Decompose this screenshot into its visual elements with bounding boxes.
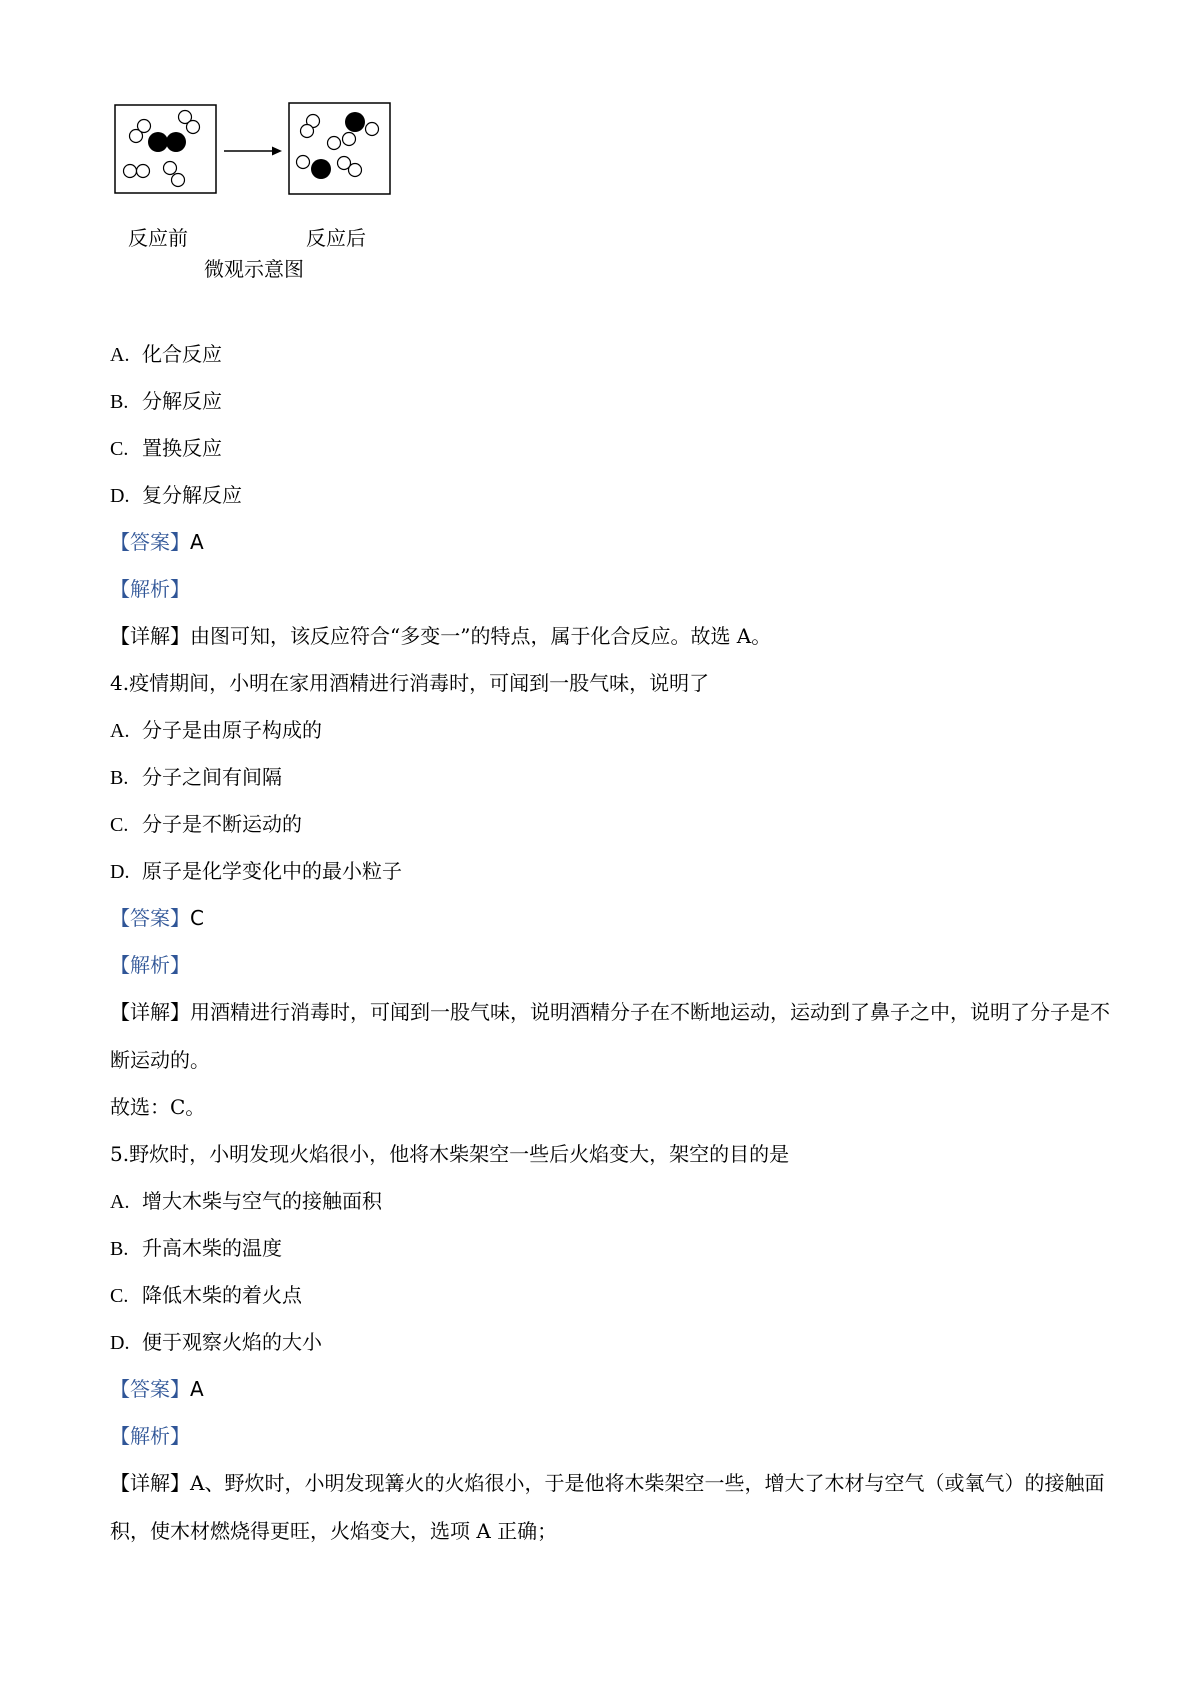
q5-option-a (110, 1186, 382, 1217)
option-text: 复分解反应 (142, 483, 242, 507)
option-letter: D. (110, 861, 130, 883)
q5-option-b (110, 1233, 282, 1264)
q4-option-b (110, 762, 282, 793)
option-text: 分解反应 (142, 389, 222, 413)
option-text: 降低木柴的着火点 (142, 1283, 302, 1307)
answer-tag: 【答案】 (110, 906, 190, 930)
detail-tag: 【详解】 (110, 1471, 190, 1495)
q5-option-c (110, 1280, 302, 1311)
q5-option-d (110, 1327, 322, 1358)
detail-tag: 【详解】 (110, 1000, 190, 1024)
option-letter: C. (110, 1285, 129, 1307)
q5-question: 5.野炊时，小明发现火焰很小，他将木柴架空一些后火焰变大，架空的目的是 (110, 1142, 790, 1166)
answer-value: A (190, 1377, 204, 1401)
option-letter: C. (110, 438, 129, 460)
q4-analysis (110, 950, 190, 980)
option-letter: A. (110, 344, 130, 366)
option-text: 分子是不断运动的 (142, 812, 302, 836)
option-text: 升高木柴的温度 (142, 1236, 282, 1260)
analysis-tag: 【解析】 (110, 1424, 190, 1448)
option-letter: D. (110, 1332, 130, 1354)
option-text: 便于观察火焰的大小 (142, 1330, 322, 1354)
detail-tag: 【详解】 (110, 624, 190, 648)
option-text: 增大木柴与空气的接触面积 (142, 1189, 382, 1213)
answer-tag: 【答案】 (110, 1377, 190, 1401)
option-letter: D. (110, 485, 130, 507)
q4-answer (110, 903, 204, 933)
q4-conclusion: 故选：C。 (110, 1095, 206, 1119)
option-letter: A. (110, 720, 130, 742)
option-text: 置换反应 (142, 436, 222, 460)
q3-option-a (110, 339, 222, 370)
q4-option-d (110, 856, 402, 887)
q4-option-a (110, 715, 322, 746)
detail-text: 由图可知，该反应符合“多变一”的特点，属于化合反应。故选 A。 (190, 624, 772, 648)
option-text: 化合反应 (142, 342, 222, 366)
detail-text: A、野炊时，小明发现篝火的火焰很小，于是他将木柴架空一些，增大了木材与空气（或氧气）的接触面积，使木材燃烧得更旺，火焰变大，选项 A 正确； (110, 1471, 1105, 1543)
q3-detail (110, 621, 771, 651)
answer-value: C (190, 906, 204, 930)
diagram-caption: 微观示意图 (204, 257, 304, 281)
q5-analysis (110, 1421, 190, 1451)
option-letter: B. (110, 391, 129, 413)
option-text: 分子之间有间隔 (142, 765, 282, 789)
detail-text: 用酒精进行消毒时，可闻到一股气味，说明酒精分子在不断地运动，运动到了鼻子之中，说明了分子是不断运动的。 (110, 1000, 1110, 1072)
q5-detail (110, 1459, 1110, 1555)
q3-option-b (110, 386, 222, 417)
q4-detail (110, 988, 1110, 1084)
before-label: 反应前 (128, 226, 188, 250)
q4-question: 4.疫情期间，小明在家用酒精进行消毒时，可闻到一股气味，说明了 (110, 671, 710, 695)
q3-option-d (110, 480, 242, 511)
q3-answer (110, 527, 204, 557)
option-letter: B. (110, 767, 129, 789)
q3-option-c (110, 433, 222, 464)
answer-value: A (190, 530, 204, 554)
answer-tag: 【答案】 (110, 530, 190, 554)
analysis-tag: 【解析】 (110, 953, 190, 977)
option-letter: A. (110, 1191, 130, 1213)
q4-option-c (110, 809, 302, 840)
option-letter: B. (110, 1238, 129, 1260)
q3-analysis (110, 574, 190, 604)
option-text: 分子是由原子构成的 (142, 718, 322, 742)
option-letter: C. (110, 814, 129, 836)
after-label: 反应后 (306, 226, 366, 250)
q5-answer (110, 1374, 204, 1404)
option-text: 原子是化学变化中的最小粒子 (142, 859, 402, 883)
analysis-tag: 【解析】 (110, 577, 190, 601)
